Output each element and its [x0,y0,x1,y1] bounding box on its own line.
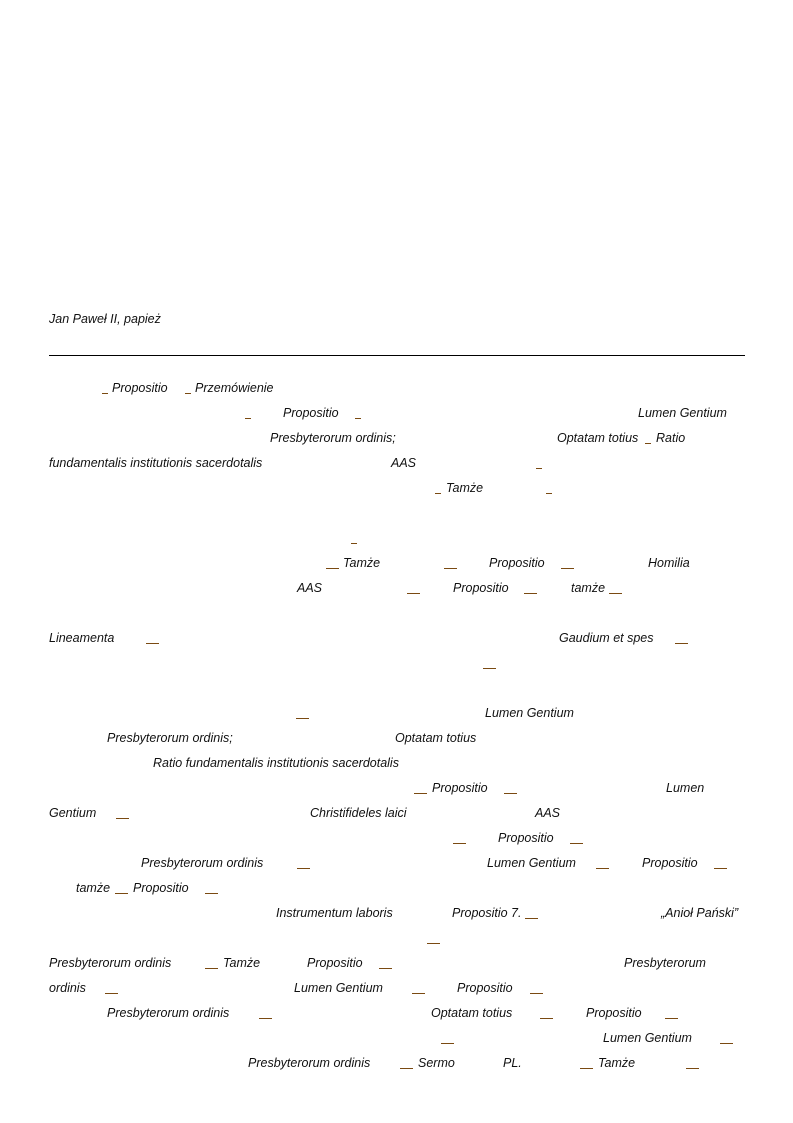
footnote-marker [105,993,118,994]
footnote-text: Ratio fundamentalis institutionis sacerdotalis [153,756,399,770]
footnote-text: Propositio [453,581,509,595]
footnote-text: Presbyterorum ordinis; [107,731,233,745]
footnote-marker [379,968,392,969]
footnote-marker [714,868,727,869]
footnote-marker [326,568,339,569]
footnote-text: Presbyterorum ordinis [141,856,264,870]
footnote-text: Homilia [648,556,690,570]
footnote-text: AAS [535,806,561,820]
footnote-marker [185,393,191,394]
footnote-marker [645,443,651,444]
footnote-text: Sermo [418,1056,455,1070]
footnote-marker [297,868,310,869]
footnote-text: AAS [297,581,323,595]
footnote-text: AAS [391,456,417,470]
footnote-text: Presbyterorum ordinis; [270,431,396,445]
footnote-marker [407,593,420,594]
footnote-text: Propositio [432,781,488,795]
footnote-text: Ratio [656,431,686,445]
footnote-marker [115,893,128,894]
footnote-marker [720,1043,733,1044]
footnote-text: Propositio [642,856,698,870]
footnote-marker [102,393,108,394]
footnote-text: Propositio [586,1006,642,1020]
footnote-text: Optatam totius [431,1006,513,1020]
footnote-text: Instrumentum laboris [276,906,393,920]
footnote-text: Lumen Gentium [638,406,727,420]
footnote-marker [355,418,361,419]
footnote-marker [453,843,466,844]
footnote-marker [665,1018,678,1019]
footnote-marker [259,1018,272,1019]
footnote-text: Tamże [598,1056,636,1070]
footnote-marker [205,893,218,894]
footnote-marker [686,1068,699,1069]
footnote-text: ordinis [49,981,86,995]
footnote-marker [540,1018,553,1019]
footnote-text: tamże [571,581,606,595]
footnote-marker [205,968,218,969]
footnote-text: Propositio [498,831,554,845]
footnote-text: Propositio [133,881,189,895]
footnote-marker [530,993,543,994]
footnote-marker [675,643,688,644]
footnote-text: Gentium [49,806,97,820]
footnote-text: fundamentalis institutionis sacerdotalis [49,456,263,470]
footnote-marker [441,1043,454,1044]
footnote-text: Presbyterorum ordinis [107,1006,230,1020]
footnote-text: Tamże [343,556,381,570]
footnote-text: Presbyterorum ordinis [49,956,172,970]
footnote-text: tamże [76,881,111,895]
footnote-marker [245,418,251,419]
footnote-text: Optatam totius [557,431,639,445]
footnote-marker [524,593,537,594]
footnote-marker [351,543,357,544]
footnote-text: Propositio [283,406,339,420]
footnote-text: Propositio 7. [452,906,522,920]
footnote-marker [400,1068,413,1069]
footnote-text: PL. [503,1056,522,1070]
footnote-text: Tamże [446,481,484,495]
footnote-marker [427,943,440,944]
footnote-separator [49,355,745,356]
footnote-marker [596,868,609,869]
footnote-text: Tamże [223,956,261,970]
author-line: Jan Paweł II, papież [49,312,161,326]
footnote-text: Lumen [666,781,705,795]
footnote-marker [146,643,159,644]
footnote-text: Propositio [112,381,168,395]
footnote-marker [546,493,552,494]
footnote-text: Propositio [489,556,545,570]
footnote-text: Lumen Gentium [485,706,574,720]
footnote-text: Christifideles laici [310,806,407,820]
footnote-marker [435,493,441,494]
footnote-text: Presbyterorum [624,956,706,970]
footnote-text: Gaudium et spes [559,631,654,645]
footnote-marker [525,918,538,919]
footnote-text: Lineamenta [49,631,115,645]
footnote-marker [296,718,309,719]
footnote-text: Lumen Gentium [294,981,383,995]
footnote-text: Propositio [307,956,363,970]
footnote-text: Optatam totius [395,731,477,745]
footnote-marker [580,1068,593,1069]
footnote-marker [504,793,517,794]
footnote-text: „Anioł Pański” [661,906,739,920]
footnote-marker [536,468,542,469]
footnote-marker [412,993,425,994]
footnote-text: Przemówienie [195,381,274,395]
footnote-marker [561,568,574,569]
footnote-text: Lumen Gentium [487,856,576,870]
footnote-marker [116,818,129,819]
footnote-marker [483,668,496,669]
footnote-marker [609,593,622,594]
footnote-marker [444,568,457,569]
footnote-marker [570,843,583,844]
footnote-text: Propositio [457,981,513,995]
footnote-marker [414,793,427,794]
footnote-text: Lumen Gentium [603,1031,692,1045]
footnote-text: Presbyterorum ordinis [248,1056,371,1070]
